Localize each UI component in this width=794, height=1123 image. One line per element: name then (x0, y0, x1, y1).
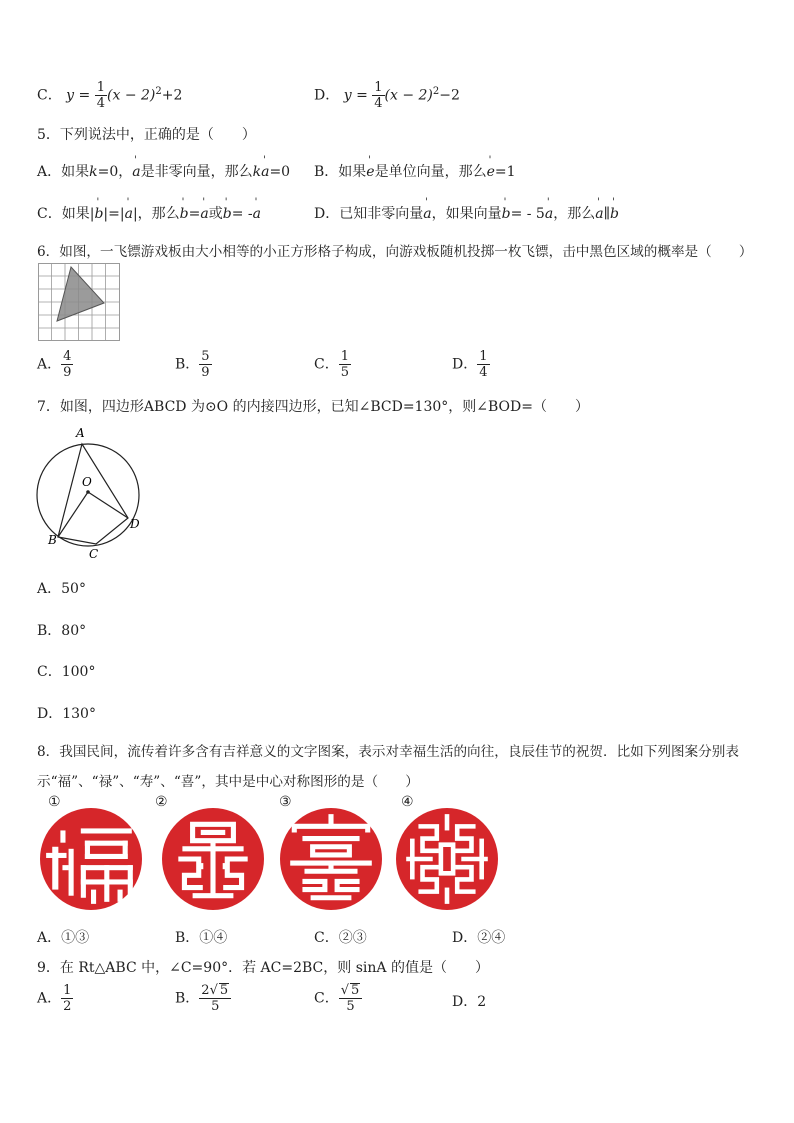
label-a: A (76, 426, 85, 440)
q9-stem: 9．在 Rt△ABC 中，∠C=90°．若 AC=2BC，则 sinA 的值是（ ） (37, 960, 489, 976)
seal-label-1: ① (48, 794, 61, 810)
label-c: C (89, 547, 99, 560)
label-d: D (130, 517, 140, 531)
seal-label-2: ② (155, 794, 168, 810)
segment-od (88, 492, 128, 518)
q5-stem: 5．下列说法中，正确的是（ ） (37, 127, 256, 143)
q5-option-c: C．如果|' b|=|' a|，那么' b=' a或' b= -' a (37, 203, 261, 223)
q5-option-b: B．如果' e是单位向量，那么' e=1 (314, 161, 516, 181)
label-b: B (48, 533, 57, 547)
q9-option-c: C． $\frac{√ 5}{5}$ (314, 983, 362, 1014)
q6-option-a: A． $\frac{4}{9}$ (37, 349, 72, 380)
q6-option-d: D． $\frac{1}{4}$ (452, 349, 488, 380)
circle-o (37, 444, 139, 546)
q7-option-a: A．50° (37, 581, 86, 597)
seal-label-3: ③ (279, 794, 292, 810)
inscribed-quadrilateral-figure (30, 420, 150, 560)
fraction: $\frac{1}{4}$ (374, 80, 383, 111)
q7-option-b: B．80° (37, 623, 87, 639)
seal-xi-icon (396, 808, 498, 910)
q5-option-a: A．如果k=0，' a是非零向量，那么k' a=0 (37, 161, 290, 181)
q7-option-c: C．100° (37, 664, 96, 680)
label-o: O (82, 475, 92, 489)
q7-stem: 7．如图，四边形ABCD 为⊙O 的内接四边形，已知∠BCD=130°，则∠BOD=（ ） (37, 399, 589, 415)
q8-option-d: D．②④ (452, 930, 506, 946)
fraction: $\frac{1}{4}$ (96, 80, 106, 111)
q6-option-b: B． $\frac{5}{9}$ (175, 349, 210, 380)
q7-option-d: D．130° (37, 706, 96, 722)
q8-stem-line2: 示“福”、“禄”、“寿”、“喜”，其中是中心对称图形的是（ ） (37, 774, 419, 790)
quadrilateral-abcd (58, 444, 128, 544)
segment-ob (58, 492, 88, 537)
q4-option-d: D． y = $\frac{1}{4}$ $(x - 2)^2-2$ (314, 80, 460, 111)
seal-fu-icon (40, 808, 142, 910)
q9-option-d: D．2 (452, 994, 487, 1010)
q8-option-b: B．①④ (175, 930, 228, 946)
q9-option-b: B． $\frac{2√ 5}{5}$ (175, 983, 231, 1014)
q6-option-c: C． $\frac{1}{5}$ (314, 349, 349, 380)
q5-option-d: D．已知非零向量' a，如果向量' b= - 5' a，那么' a∥' b (314, 203, 619, 223)
q8-stem-line1: 8．我国民间，流传着许多含有吉祥意义的文字图案，表示对幸福生活的向往，良辰佳节的祝贺．比如下列图案分别表 (37, 744, 739, 760)
q4-option-c: C． y = $\frac{1}{4}$ $(x - 2)^2+2$ (37, 80, 183, 111)
dartboard-grid-figure (38, 263, 120, 341)
seal-lu-icon (162, 808, 264, 910)
q6-stem: 6．如图，一飞镖游戏板由大小相等的小正方形格子构成，向游戏板随机投掷一枚飞镖，击中黑色区域的概率是（ ） (37, 244, 753, 260)
q8-option-c: C．②③ (314, 930, 367, 946)
seal-shou-icon (280, 808, 382, 910)
center-point (86, 490, 90, 494)
q8-option-a: A．①③ (37, 930, 90, 946)
seal-label-4: ④ (401, 794, 414, 810)
q9-option-a: A． $\frac{1}{2}$ (37, 983, 72, 1014)
